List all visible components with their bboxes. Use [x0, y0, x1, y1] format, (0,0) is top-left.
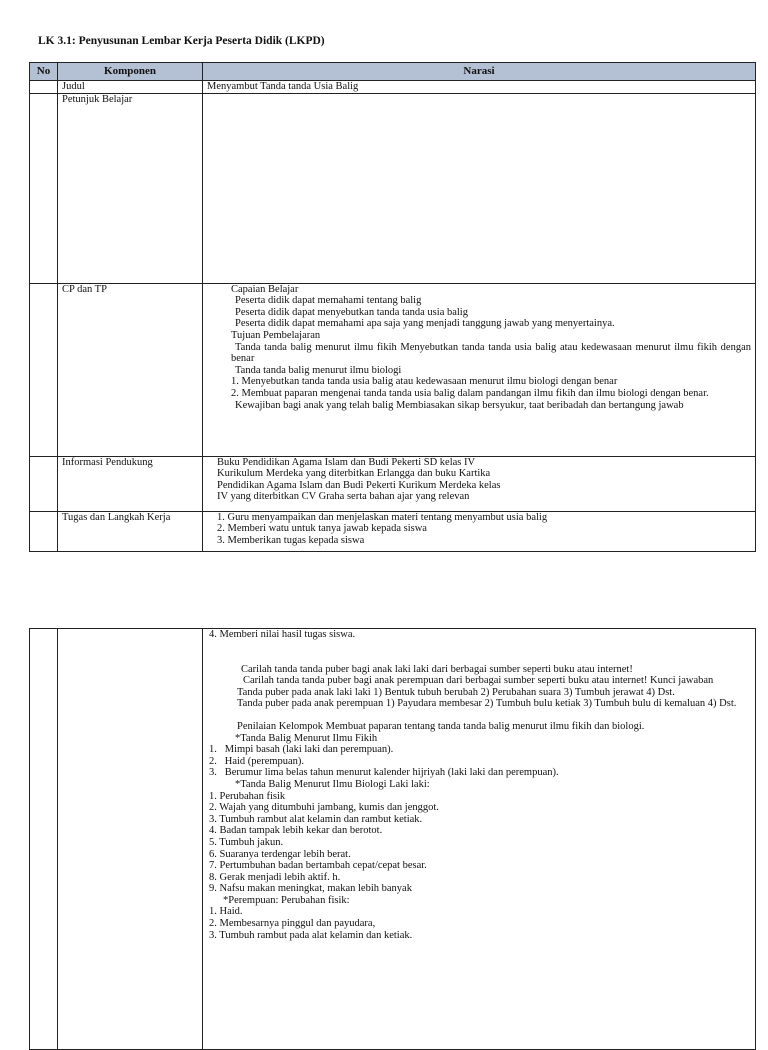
- text-line: 2. Membesarnya pinggul dan payudara,: [209, 918, 376, 930]
- narasi-cp-tp: [203, 283, 756, 456]
- table-row-informasi: [30, 456, 756, 511]
- text-line: 3. Memberikan tugas kepada siswa: [217, 534, 365, 546]
- komponen-cell: [58, 629, 203, 1050]
- spacer: [207, 710, 751, 721]
- table-row-continued: [30, 629, 756, 1050]
- komponen-cp-tp: CP dan TP: [58, 283, 203, 456]
- text-line: Kurikulum Merdeka yang diterbitkan Erlangga dan buku Kartika: [217, 468, 491, 480]
- table-row-cp-tp: [30, 283, 756, 456]
- header-no: No: [30, 63, 58, 81]
- text-line: 9. Nafsu makan meningkat, makan lebih banyak: [209, 883, 412, 895]
- text-line: Peserta didik dapat memahami apa saja yang menjadi tanggung jawab yang menyertainya.: [235, 318, 615, 330]
- text-line: Tanda tanda balig menurut ilmu biologi: [235, 364, 402, 376]
- text-line: Buku Pendidikan Agama Islam dan Budi Pekerti SD kelas IV: [217, 456, 476, 468]
- text-line: 3. Berumur lima belas tahun menurut kalender hijriyah (laki laki dan perempuan).: [209, 767, 559, 779]
- text-line: Tanda puber pada anak laki laki 1) Bentuk tubuh berubah 2) Perubahan suara 3) Tumbuh jerawat 4) Dst.: [237, 686, 675, 698]
- narasi-informasi: [203, 456, 756, 511]
- text-line: 1. Mimpi basah (laki laki dan perempuan).: [209, 744, 394, 756]
- no-cell: [30, 456, 58, 511]
- table-row-tugas: [30, 511, 756, 551]
- text-line: *Perempuan: Perubahan fisik:: [223, 894, 350, 906]
- table-row-judul: [30, 81, 756, 94]
- narasi-continued: [203, 629, 756, 1050]
- text-line: 2. Membuat paparan mengenai tanda tanda usia balig dalam pandangan ilmu fikih dan ilmu biologi dengan benar.: [231, 387, 709, 399]
- document-title: LK 3.1: Penyusunan Lembar Kerja Peserta Didik (LKPD): [38, 35, 325, 47]
- narasi-tugas: [203, 511, 756, 551]
- header-narasi: Narasi: [203, 63, 756, 81]
- text-line: 1. Haid.: [209, 906, 243, 918]
- text-line: 2. Haid (perempuan).: [209, 755, 305, 767]
- spacer: [207, 641, 751, 664]
- narasi-petunjuk: [203, 93, 756, 283]
- text-line: 6. Suaranya terdengar lebih berat.: [209, 848, 351, 860]
- text-line: IV yang diterbitkan CV Graha serta bahan ajar yang relevan: [217, 491, 470, 503]
- text-line: Kewajiban bagi anak yang telah balig Membiasakan sikap bersyukur, taat beribadah dan bertangung jawab: [235, 399, 684, 411]
- text-line: Tujuan Pembelajaran: [231, 329, 321, 341]
- komponen-informasi: Informasi Pendukung: [58, 456, 203, 511]
- text-line: Pendidikan Agama Islam dan Budi Pekerti Kurikum Merdeka kelas: [217, 479, 501, 491]
- text-line: 4. Memberi nilai hasil tugas siswa.: [209, 629, 356, 640]
- text-line: Penilaian Kelompok Membuat paparan tentang tanda tanda balig menurut ilmu fikih dan biologi.: [237, 720, 645, 732]
- lkpd-table-continued: [29, 628, 756, 1050]
- komponen-tugas: Tugas dan Langkah Kerja: [58, 511, 203, 551]
- no-cell: [30, 283, 58, 456]
- text-line: Peserta didik dapat memahami tentang balig: [235, 295, 422, 307]
- text-line: 8. Gerak menjadi lebih aktif. h.: [209, 871, 341, 883]
- table-row-petunjuk: [30, 93, 756, 283]
- table-header-row: [30, 63, 756, 81]
- text-line: 4. Badan tampak lebih kekar dan berotot.: [209, 825, 383, 837]
- text-line: 1. Menyebutkan tanda tanda usia balig atau kedewasaan menurut ilmu biologi dengan benar: [231, 376, 618, 388]
- no-cell: [30, 81, 58, 94]
- text-line: 2. Wajah yang ditumbuhi jambang, kumis dan jenggot.: [209, 802, 439, 814]
- text-line: Capaian Belajar: [231, 283, 299, 295]
- text-line: Carilah tanda tanda puber bagi anak laki laki dari berbagai sumber seperti buku atau internet!: [241, 663, 633, 675]
- text-line: 5. Tumbuh jakun.: [209, 836, 284, 848]
- text-line: 1. Guru menyampaikan dan menjelaskan materi tentang menyambut usia balig: [217, 511, 548, 523]
- no-cell: [30, 511, 58, 551]
- text-line: 7. Pertumbuhan badan bertambah cepat/cepat besar.: [209, 860, 427, 872]
- header-komponen: Komponen: [58, 63, 203, 81]
- text-line: 3. Tumbuh rambut alat kelamin dan rambut ketiak.: [209, 813, 423, 825]
- text-line: Carilah tanda tanda puber bagi anak perempuan dari berbagai sumber seperti buku atau internet! Kunci jawaban: [243, 675, 714, 687]
- text-line: *Tanda Balig Menurut Ilmu Biologi Laki laki:: [235, 778, 430, 790]
- text-line: 1. Perubahan fisik: [209, 790, 286, 802]
- text-line: Tanda puber pada anak perempuan 1) Payudara membesar 2) Tumbuh bulu ketiak 3) Tumbuh bulu di kemaluan 4) Dst.: [237, 698, 737, 710]
- text-line: *Tanda Balig Menurut Ilmu Fikih: [235, 732, 378, 744]
- text-line: 2. Memberi watu untuk tanya jawab kepada siswa: [217, 523, 427, 535]
- komponen-judul: Judul: [58, 81, 203, 94]
- narasi-judul: Menyambut Tanda tanda Usia Balig: [203, 81, 756, 94]
- text-line: 3. Tumbuh rambut pada alat kelamin dan ketiak.: [209, 929, 413, 941]
- komponen-petunjuk: Petunjuk Belajar: [58, 93, 203, 283]
- lkpd-table: [29, 62, 756, 552]
- text-line: Peserta didik dapat menyebutkan tanda tanda usia balig: [235, 306, 468, 318]
- text-line: Tanda tanda balig menurut ilmu fikih Menyebutkan tanda tanda usia balig atau kedewasaan menurut ilmu fikih dengan benar: [231, 341, 751, 365]
- no-cell: [30, 93, 58, 283]
- no-cell: [30, 629, 58, 1050]
